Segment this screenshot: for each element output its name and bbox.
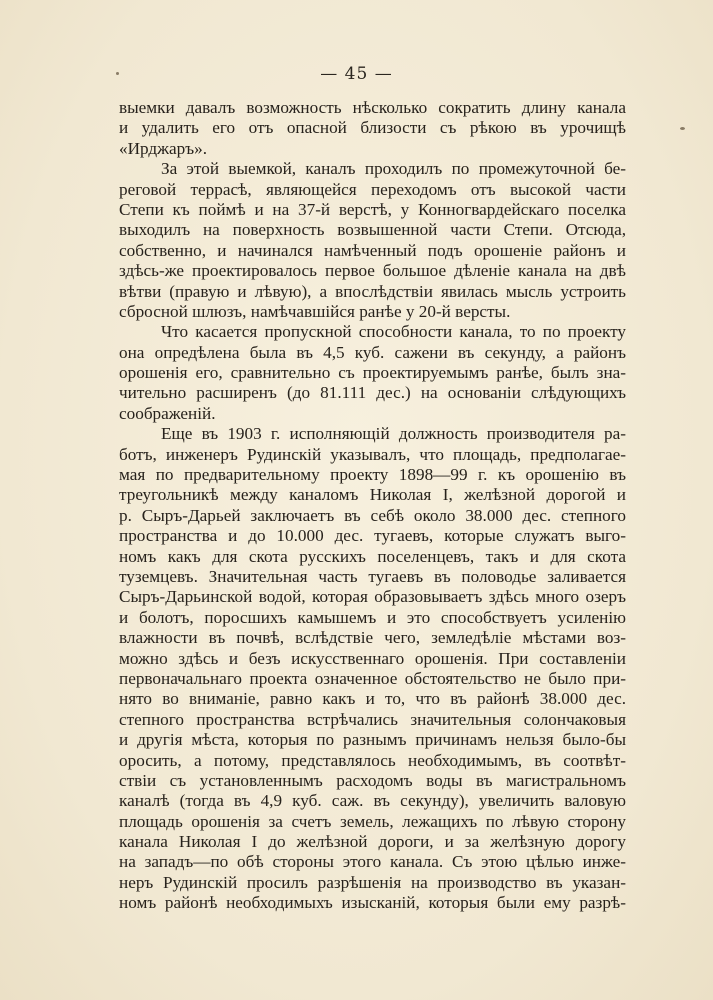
text-line: номъ какъ для скота русскихъ поселенцевъ, такъ и для скота xyxy=(119,546,626,566)
body-text xyxy=(119,98,626,914)
text-line: чительно расширенъ (до 81.111 дес.) на основаніи слѣдующихъ xyxy=(119,383,626,403)
text-line: она опредѣлена была въ 4,5 куб. сажени въ секунду, а районъ xyxy=(119,342,626,362)
text-line: Сыръ-Дарьинской водой, которая образовываетъ здѣсь много озеръ xyxy=(119,587,626,607)
text-line: площадь орошенія за счетъ земель, лежащихъ по лѣвую сторону xyxy=(119,811,626,831)
text-line: собственно, и начинался намѣченный подъ орошеніе районъ и xyxy=(119,240,626,260)
text-line: и болотъ, поросшихъ камышемъ и это способствуетъ усиленію xyxy=(119,607,626,627)
text-line: пространства и до 10.000 дес. тугаевъ, которые служатъ выго- xyxy=(119,526,626,546)
text-line: Еще въ 1903 г. исполняющій должность производителя ра- xyxy=(161,424,626,444)
text-line: неръ Рудинскій просилъ разрѣшенія на производство въ указан- xyxy=(119,872,626,892)
page-number: — 45 — xyxy=(320,64,393,84)
text-line: первоначальнаго проекта означенное обстоятельство не было при- xyxy=(119,668,626,688)
text-line: оросить, а потому, представлялось необходимымъ, въ соотвѣт- xyxy=(119,750,626,770)
text-line: треугольникѣ между каналомъ Николая I, желѣзной дорогой и xyxy=(119,485,626,505)
text-line: орошенія его, сравнительно съ проектируемымъ ранѣе, былъ зна- xyxy=(119,363,626,383)
text-line: «Ирджаръ». xyxy=(119,138,207,158)
text-line: сбросной шлюзъ, намѣчавшійся ранѣе у 20-й версты. xyxy=(119,301,511,321)
text-line: выемки давалъ возможность нѣсколько сократить длину канала xyxy=(119,98,626,117)
text-line: Что касается пропускной способности канала, то по проекту xyxy=(161,322,626,342)
text-line: на западъ—по обѣ стороны этого канала. Съ этою цѣлью инже- xyxy=(119,852,626,872)
text-line: вѣтви (правую и лѣвую), а впослѣдствіи явилась мысль устроить xyxy=(119,281,626,301)
text-line: и удалить его отъ опасной близости съ рѣкою въ урочищѣ xyxy=(119,118,626,138)
text-line: каналѣ (тогда въ 4,9 куб. саж. въ секунду), увеличить валовую xyxy=(119,791,626,811)
text-line: туземцевъ. Значительная часть тугаевъ въ половодье заливается xyxy=(119,566,626,586)
text-line: соображеній. xyxy=(119,403,216,423)
text-line: Степи къ поймѣ и на 37-й верстѣ, у Конногвардейскаго поселка xyxy=(119,199,626,219)
text-line: степного пространства встрѣчались значительныя солончаковыя xyxy=(119,709,626,729)
text-line: канала Николая I до желѣзной дороги, и за желѣзную дорогу xyxy=(119,832,626,852)
paper-speck xyxy=(680,127,685,130)
text-line: реговой террасѣ, являющейся переходомъ отъ высокой части xyxy=(119,179,626,199)
text-line: влажности въ почвѣ, вслѣдствіе чего, земледѣліе мѣстами воз- xyxy=(119,628,626,648)
text-line: номъ районѣ необходимыхъ изысканій, которыя были ему разрѣ- xyxy=(119,893,626,913)
text-line: За этой выемкой, каналъ проходилъ по промежуточной бе- xyxy=(161,159,626,179)
text-line: выходилъ на поверхность возвышенной части Степи. Отсюда, xyxy=(119,220,626,240)
text-line: мая по предварительному проекту 1898—99 г. къ орошенію въ xyxy=(119,465,626,485)
text-line: ствіи съ установленнымъ расходомъ воды въ магистральномъ xyxy=(119,770,626,790)
text-line: можно здѣсь и безъ искусственнаго орошенія. При составленіи xyxy=(119,648,626,668)
text-line: и другія мѣста, которыя по разнымъ причинамъ нельзя было-бы xyxy=(119,730,626,750)
text-line: ботъ, инженеръ Рудинскій указывалъ, что площадь, предполагае- xyxy=(119,444,626,464)
text-line: здѣсь-же проектировалось первое большое дѣленіе канала на двѣ xyxy=(119,261,626,281)
text-line: р. Сыръ-Дарьей заключаетъ въ себѣ около 38.000 дес. степного xyxy=(119,505,626,525)
text-line: нято во вниманіе, равно какъ и то, что въ районѣ 38.000 дес. xyxy=(119,689,626,709)
